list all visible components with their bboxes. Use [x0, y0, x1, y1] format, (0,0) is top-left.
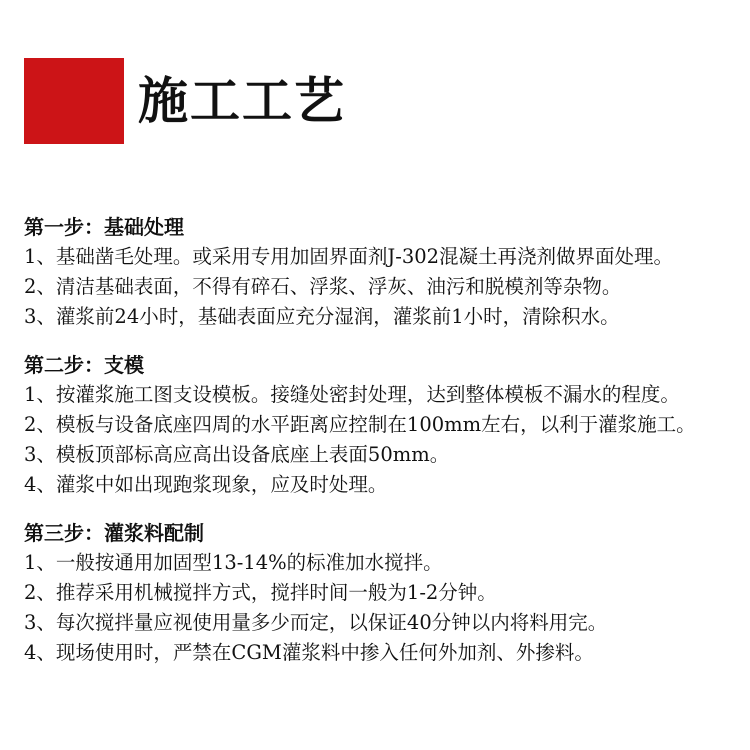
step-3	[24, 518, 740, 668]
step-1	[24, 212, 740, 332]
steps-content	[24, 212, 740, 686]
step-line: 1、按灌浆施工图支设模板。接缝处密封处理，达到整体模板不漏水的程度。	[24, 383, 680, 406]
step-heading: 第一步：基础处理	[24, 215, 184, 239]
step-line: 1、基础凿毛处理。或采用专用加固界面剂J-302混凝土再浇剂做界面处理。	[24, 245, 674, 268]
step-line: 4、灌浆中如出现跑浆现象，应及时处理。	[24, 473, 388, 496]
step-2	[24, 350, 740, 500]
step-line: 2、推荐采用机械搅拌方式，搅拌时间一般为1-2分钟。	[24, 581, 497, 604]
step-line: 1、一般按通用加固型13-14%的标准加水搅拌。	[24, 551, 443, 574]
page-title: 施工工艺	[138, 71, 346, 130]
step-line: 3、灌浆前24小时，基础表面应充分湿润，灌浆前1小时，清除积水。	[24, 305, 620, 328]
section-header	[24, 58, 346, 144]
step-line: 2、清洁基础表面，不得有碎石、浮浆、浮灰、油污和脱模剂等杂物。	[24, 275, 622, 298]
step-line: 3、每次搅拌量应视使用量多少而定，以保证40分钟以内将料用完。	[24, 611, 608, 634]
step-heading: 第三步：灌浆料配制	[24, 521, 204, 545]
step-line: 4、现场使用时，严禁在CGM灌浆料中掺入任何外加剂、外掺料。	[24, 641, 594, 664]
step-line: 3、模板顶部标高应高出设备底座上表面50mm。	[24, 443, 450, 466]
step-line: 2、模板与设备底座四周的水平距离应控制在100mm左右，以利于灌浆施工。	[24, 413, 696, 436]
step-heading: 第二步：支模	[24, 353, 144, 377]
red-accent-block	[24, 58, 124, 144]
